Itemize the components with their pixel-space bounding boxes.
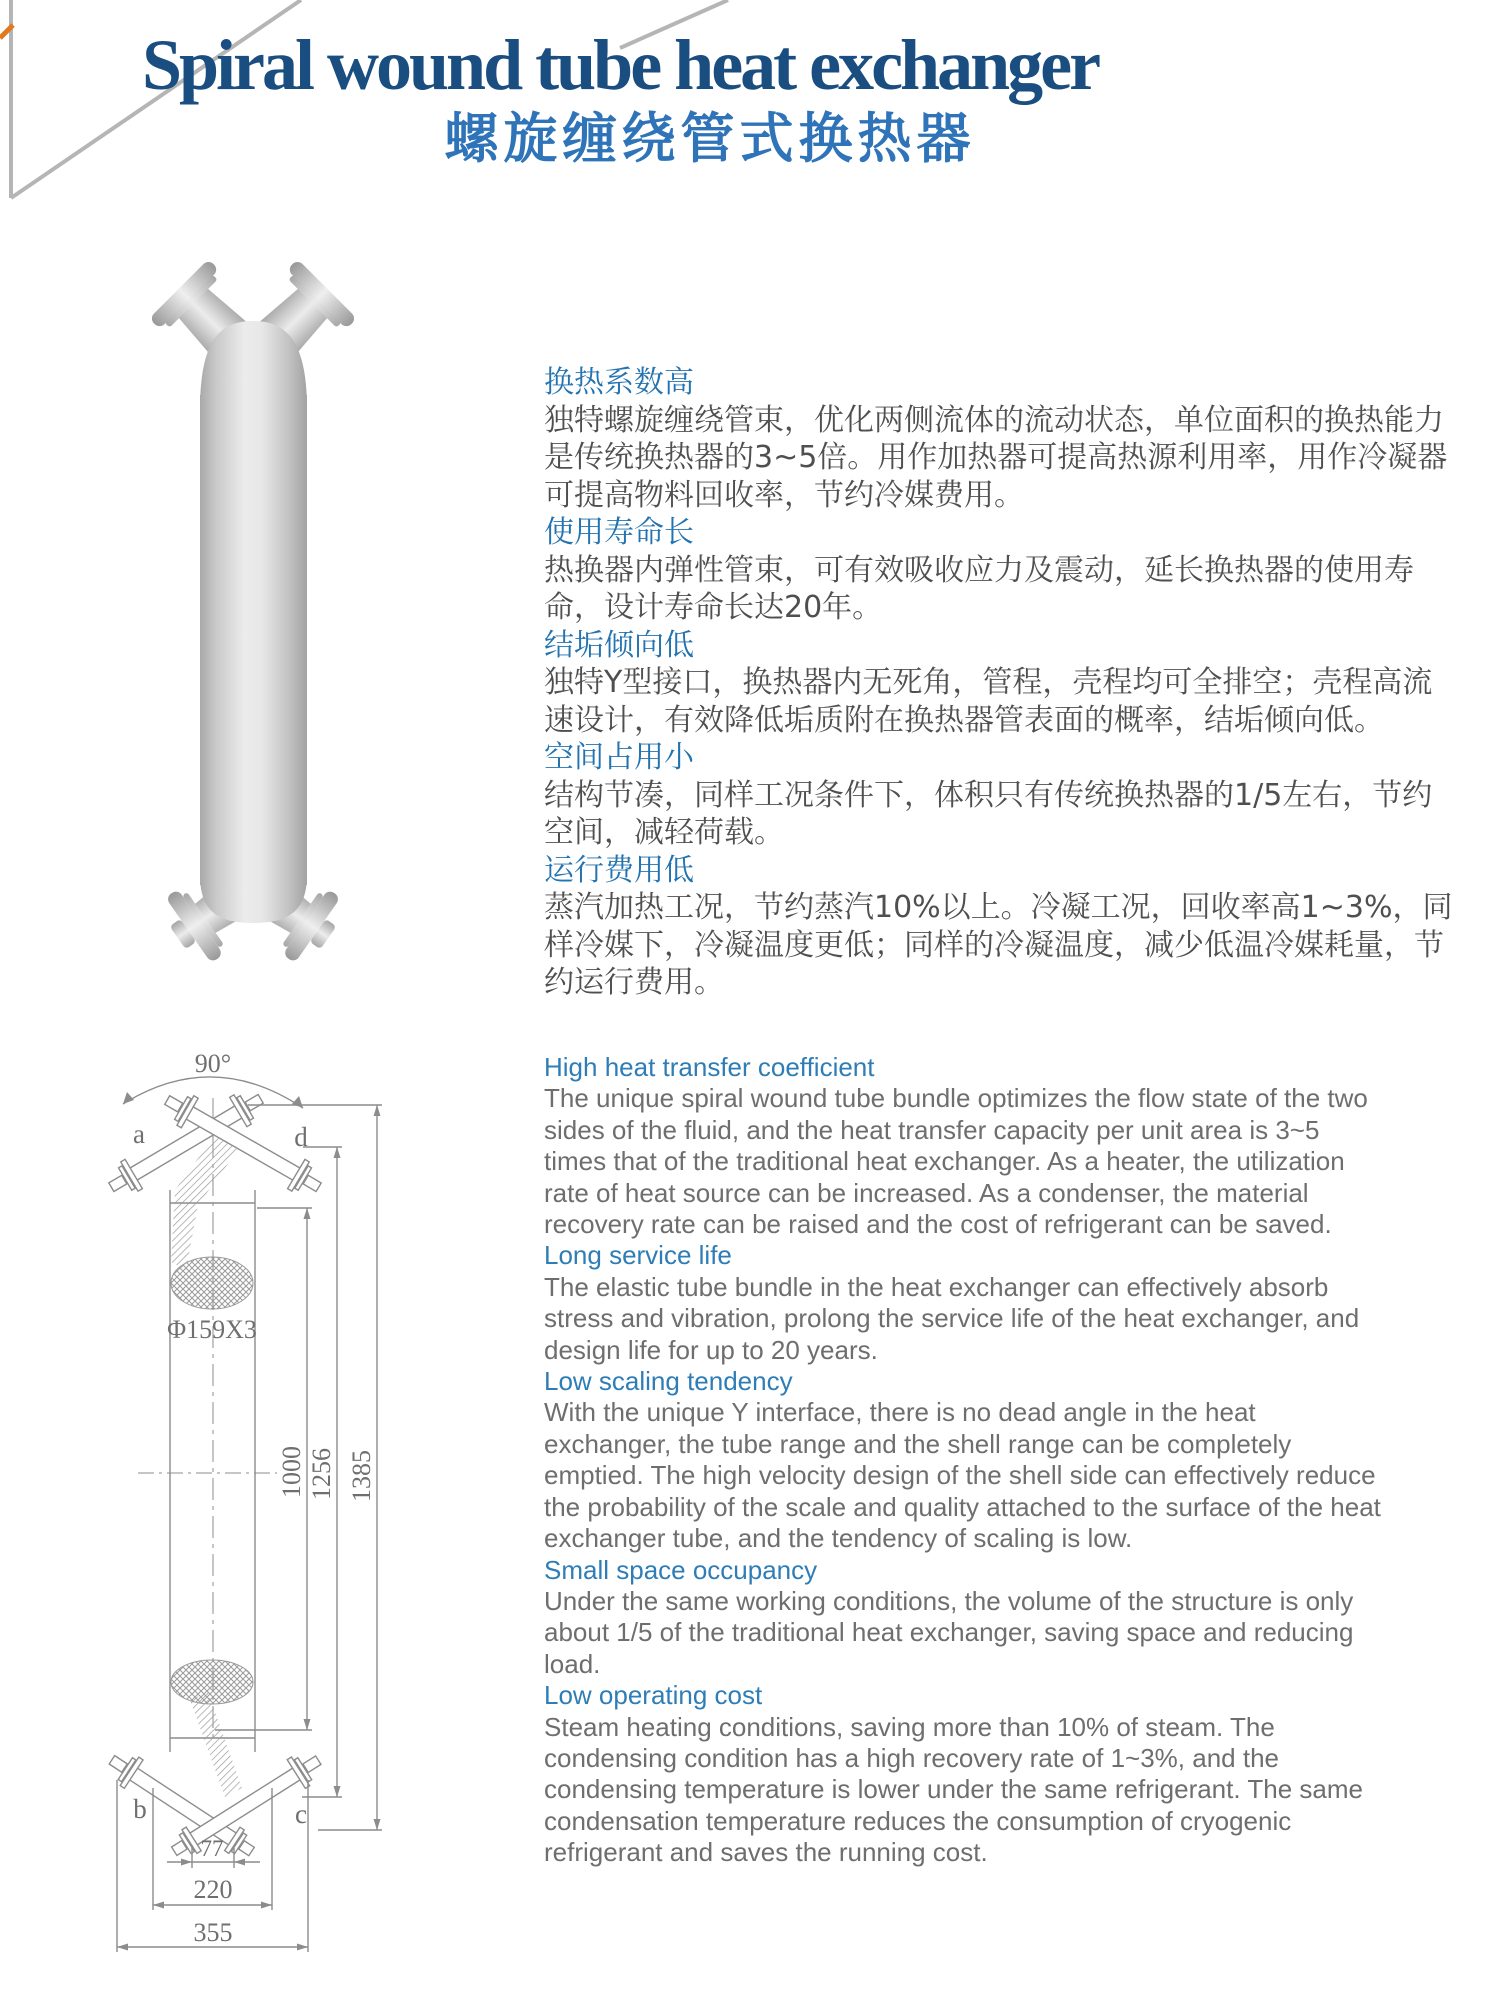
- feature-text-line: 独特Y型接口，换热器内无死角，管程，壳程均可全排空；壳程高流: [544, 665, 1433, 700]
- feature-text-line: The unique spiral wound tube bundle optimizes the flow state of the two: [544, 1083, 1368, 1114]
- page-subtitle-chinese: 螺旋缠绕管式换热器: [444, 107, 976, 170]
- feature-text-line: recovery rate can be raised and the cost of refrigerant can be saved.: [544, 1209, 1332, 1240]
- feature-text-line: 命，设计寿命长达20年。: [544, 590, 883, 625]
- feature-text-line: stress and vibration, prolong the service life of the heat exchanger, and: [544, 1303, 1360, 1334]
- feature-text-line: 约运行费用。: [544, 965, 724, 1000]
- feature-text-line: 可提高物料回收率，节约冷媒费用。: [544, 477, 1024, 513]
- feature-text-line: emptied. The high velocity design of the shell side can effectively reduce: [544, 1460, 1376, 1491]
- feature-heading: Long service life: [544, 1240, 732, 1271]
- feature-text-line: times that of the traditional heat exchanger. As a heater, the utilization: [544, 1146, 1345, 1177]
- bundle-band-bottom: [190, 1692, 242, 1797]
- feature-heading: Low operating cost: [544, 1680, 763, 1711]
- page-title: Spiral wound tube heat exchanger: [141, 25, 1099, 105]
- feature-text-line: 热换器内弹性管束，可有效吸收应力及震动，延长换热器的使用寿: [544, 552, 1414, 588]
- feature-heading: 运行费用低: [544, 852, 694, 888]
- feature-heading: 结垢倾向低: [544, 627, 694, 663]
- feature-text-line: 蒸汽加热工况，节约蒸汽10%以上。冷凝工况，回收率高1~3%，同: [544, 890, 1453, 925]
- feature-heading: High heat transfer coefficient: [544, 1052, 875, 1082]
- port-label-b: b: [133, 1794, 147, 1824]
- feature-text-line: condensation temperature reduces the consumption of cryogenic: [544, 1805, 1292, 1836]
- feature-text-line: about 1/5 of the traditional heat exchanger, saving space and reducing: [544, 1617, 1354, 1648]
- dim-label-77: 77: [200, 1836, 224, 1861]
- feature-text-line: 独特螺旋缠绕管束，优化两侧流体的流动状态，单位面积的换热能力: [544, 402, 1444, 438]
- feature-text-line: load.: [544, 1648, 601, 1679]
- feature-text-line: Under the same working conditions, the volume of the structure is only: [544, 1585, 1354, 1616]
- feature-text-line: condensing temperature is lower under the same refrigerant. The same: [544, 1774, 1363, 1805]
- feature-heading: Small space occupancy: [544, 1554, 818, 1585]
- bundle-coil-bottom: [171, 1660, 253, 1704]
- features-chinese: [544, 364, 1454, 1002]
- port-label-d: d: [294, 1122, 308, 1152]
- dim-label-355: 355: [193, 1918, 233, 1947]
- feature-text-line: design life for up to 20 years.: [544, 1334, 878, 1365]
- bundle-coil-top: [171, 1257, 253, 1309]
- port-label-a: a: [133, 1119, 145, 1149]
- feature-heading: 空间占用小: [544, 740, 694, 775]
- technical-drawing: [90, 1040, 430, 1990]
- feature-text-line: 速设计，有效降低垢质附在换热器管表面的概率，结垢倾向低。: [544, 702, 1384, 738]
- port-label-c: c: [295, 1799, 307, 1829]
- feature-heading: Low scaling tendency: [544, 1366, 793, 1397]
- feature-text-line: exchanger, the tube range and the shell range can be completely: [544, 1428, 1292, 1459]
- feature-text-line: rate of heat source can be increased. As a condenser, the material: [544, 1177, 1309, 1208]
- feature-text-line: The elastic tube bundle in the heat exchanger can effectively absorb: [544, 1271, 1329, 1302]
- pipe-spec-label: Φ159X3: [167, 1315, 257, 1344]
- feature-text-line: exchanger tube, and the tendency of scaling is low.: [544, 1523, 1133, 1554]
- feature-text-line: Steam heating conditions, saving more than 10% of steam. The: [544, 1711, 1275, 1742]
- feature-text-line: 是传统换热器的3~5倍。用作加热器可提高热源利用率，用作冷凝器: [544, 440, 1448, 475]
- feature-text-line: refrigerant and saves the running cost.: [544, 1837, 988, 1868]
- dim-label-1256: 1256: [307, 1448, 336, 1500]
- feature-heading: 换热系数高: [544, 365, 694, 400]
- features-english: [544, 1052, 1444, 1869]
- feature-heading: 使用寿命长: [544, 515, 694, 550]
- shell-body: [200, 395, 307, 885]
- feature-text-line: With the unique Y interface, there is no dead angle in the heat: [544, 1397, 1256, 1428]
- feature-text-line: the probability of the scale and quality attached to the surface of the heat: [544, 1491, 1381, 1522]
- product-photo: [140, 245, 380, 975]
- dim-label-1385: 1385: [347, 1450, 376, 1502]
- feature-text-line: 结构节凑，同样工况条件下，体积只有传统换热器的1/5左右，节约: [544, 777, 1433, 813]
- angle-label: 90°: [194, 1049, 232, 1078]
- dim-label-220: 220: [193, 1875, 233, 1904]
- feature-text-line: 空间，减轻荷载。: [544, 815, 784, 850]
- feature-text-line: 样冷媒下，冷凝温度更低；同样的冷凝温度，减少低温冷媒耗量，节: [544, 927, 1444, 963]
- feature-text-line: condensing condition has a high recovery rate of 1~3%, and the: [544, 1742, 1279, 1773]
- feature-text-line: sides of the fluid, and the heat transfer capacity per unit area is 3~5: [544, 1114, 1320, 1145]
- dim-label-1000: 1000: [277, 1446, 306, 1498]
